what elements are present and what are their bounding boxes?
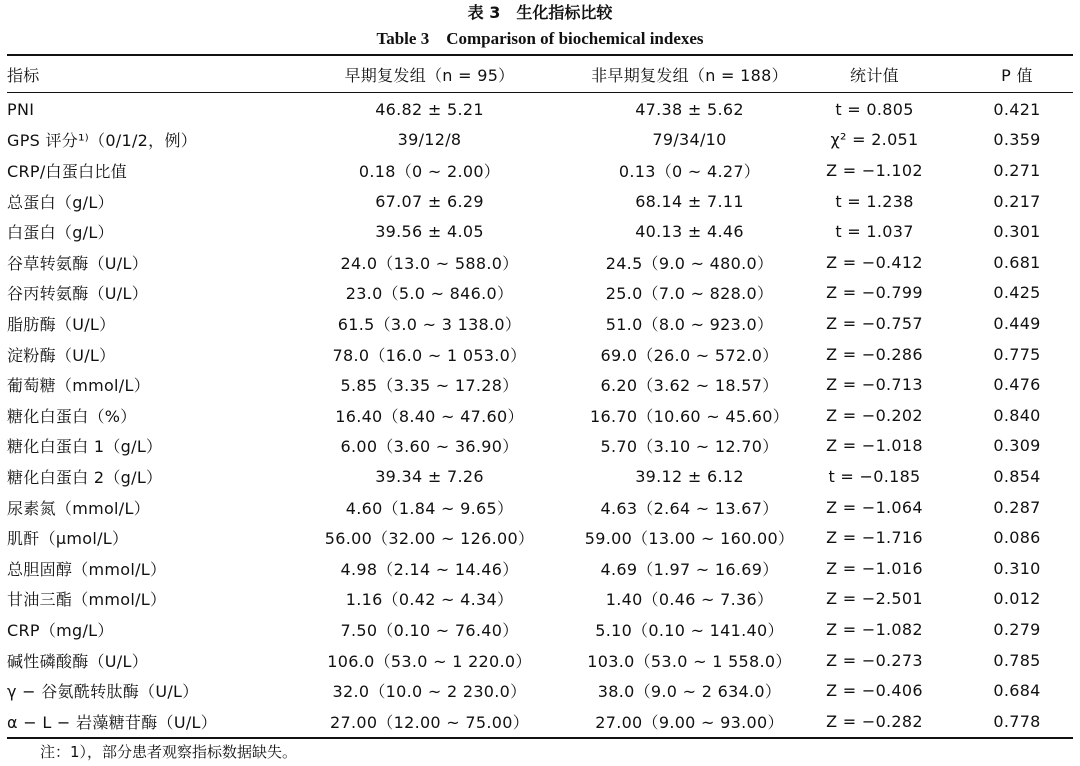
row-p-value: 0.775 (993, 344, 1041, 364)
table-title-cn: 表 3 生化指标比较 (467, 3, 613, 22)
row-early-value: 4.60（1.84 ~ 9.65） (345, 498, 514, 518)
table-row (7, 339, 1073, 370)
row-indicator: 糖化白蛋白（%） (7, 406, 137, 426)
row-statistic: Z = −0.406 (826, 681, 923, 701)
row-p-value: 0.359 (993, 130, 1041, 150)
row-statistic: Z = −0.412 (826, 252, 923, 272)
table-row (7, 369, 1073, 400)
row-indicator: CRP/白蛋白比值 (7, 161, 128, 181)
table-footnote: 注：1），部分患者观察指标数据缺失。 (40, 743, 298, 761)
row-statistic: Z = −0.273 (826, 650, 923, 670)
table-row (7, 94, 1073, 125)
row-statistic: Z = −1.082 (826, 619, 923, 639)
row-non-early-value: 4.69（1.97 ~ 16.69） (600, 559, 779, 579)
row-statistic: Z = −0.799 (826, 283, 923, 303)
row-early-value: 24.0（13.0 ~ 588.0） (340, 253, 519, 273)
row-p-value: 0.854 (993, 466, 1041, 486)
table-row (7, 522, 1073, 553)
row-non-early-value: 38.0（9.0 ~ 2 634.0） (597, 682, 782, 702)
row-statistic: Z = −1.064 (826, 497, 923, 517)
row-early-value: 7.50（0.10 ~ 76.40） (340, 620, 519, 640)
table-row (7, 216, 1073, 247)
row-non-early-value: 1.40（0.46 ~ 7.36） (605, 590, 774, 610)
table-row (7, 308, 1073, 339)
row-p-value: 0.785 (993, 650, 1041, 670)
table-row (7, 614, 1073, 645)
row-early-value: 4.98（2.14 ~ 14.46） (340, 559, 519, 579)
row-indicator: 谷草转氨酶（U/L） (7, 253, 149, 273)
row-indicator: 脂肪酶（U/L） (7, 314, 116, 334)
row-p-value: 0.287 (993, 497, 1041, 517)
row-non-early-value: 79/34/10 (652, 130, 727, 150)
row-statistic: t = −0.185 (828, 466, 921, 486)
row-early-value: 1.16（0.42 ~ 4.34） (345, 590, 514, 610)
row-p-value: 0.840 (993, 405, 1041, 425)
row-early-value: 0.18（0 ~ 2.00） (358, 161, 501, 181)
row-early-value: 39.56 ± 4.05 (375, 222, 484, 242)
row-statistic: Z = −0.286 (826, 344, 923, 364)
table-row (7, 675, 1073, 706)
table-row (7, 553, 1073, 584)
row-early-value: 5.85（3.35 ~ 17.28） (340, 376, 519, 396)
row-non-early-value: 16.70（10.60 ~ 45.60） (590, 406, 789, 426)
row-indicator: GPS 评分¹⁾（0/1/2，例） (7, 131, 198, 151)
row-p-value: 0.271 (993, 160, 1041, 180)
row-early-value: 16.40（8.40 ~ 47.60） (335, 406, 524, 426)
row-indicator: 甘油三酯（mmol/L） (7, 590, 167, 610)
row-indicator: 淀粉酶（U/L） (7, 345, 116, 365)
row-indicator: 糖化白蛋白 1（g/L） (7, 437, 163, 457)
row-non-early-value: 6.20（3.62 ~ 18.57） (600, 376, 779, 396)
row-non-early-value: 39.12 ± 6.12 (635, 466, 744, 486)
row-statistic: Z = −2.501 (826, 589, 923, 609)
row-non-early-value: 69.0（26.0 ~ 572.0） (600, 345, 779, 365)
row-p-value: 0.476 (993, 375, 1041, 395)
table-title-en: Table 3 Comparison of biochemical indexes (376, 29, 704, 48)
row-early-value: 6.00（3.60 ~ 36.90） (340, 437, 519, 457)
table-row (7, 461, 1073, 492)
table-row (7, 645, 1073, 676)
row-non-early-value: 24.5（9.0 ~ 480.0） (605, 253, 774, 273)
row-non-early-value: 51.0（8.0 ~ 923.0） (605, 314, 774, 334)
row-statistic: Z = −1.102 (826, 160, 923, 180)
bottom-rule (7, 737, 1073, 739)
row-indicator: 谷丙转氨酶（U/L） (7, 284, 149, 304)
row-p-value: 0.778 (993, 711, 1041, 731)
row-p-value: 0.449 (993, 313, 1041, 333)
row-indicator: α − L − 岩藻糖苷酶（U/L） (7, 712, 218, 732)
header-non-early-group: 非早期复发组（n = 188） (591, 65, 788, 85)
top-rule (7, 54, 1073, 56)
table-header-row (7, 58, 1073, 90)
row-early-value: 56.00（32.00 ~ 126.00） (324, 529, 535, 549)
table-row (7, 186, 1073, 217)
row-non-early-value: 27.00（9.00 ~ 93.00） (595, 712, 784, 732)
row-p-value: 0.279 (993, 619, 1041, 639)
row-indicator: 白蛋白（g/L） (7, 223, 114, 243)
table-row (7, 278, 1073, 309)
row-statistic: Z = −0.202 (826, 405, 923, 425)
table-row (7, 492, 1073, 523)
row-non-early-value: 40.13 ± 4.46 (635, 222, 744, 242)
row-non-early-value: 0.13（0 ~ 4.27） (618, 161, 761, 181)
header-statistic: 统计值 (850, 65, 899, 85)
row-early-value: 106.0（53.0 ~ 1 220.0） (327, 651, 532, 671)
row-indicator: 肌酐（μmol/L） (7, 529, 129, 549)
row-non-early-value: 68.14 ± 7.11 (635, 191, 744, 211)
row-indicator: CRP（mg/L） (7, 620, 114, 640)
row-p-value: 0.217 (993, 191, 1041, 211)
row-non-early-value: 59.00（13.00 ~ 160.00） (584, 529, 795, 549)
row-p-value: 0.421 (993, 99, 1041, 119)
row-non-early-value: 47.38 ± 5.62 (635, 99, 744, 119)
row-early-value: 61.5（3.0 ~ 3 138.0） (337, 314, 522, 334)
row-statistic: Z = −0.713 (826, 375, 923, 395)
table-row (7, 706, 1073, 737)
row-p-value: 0.086 (993, 528, 1041, 548)
row-p-value: 0.012 (993, 589, 1041, 609)
row-p-value: 0.309 (993, 436, 1041, 456)
table-row (7, 155, 1073, 186)
row-p-value: 0.681 (993, 252, 1041, 272)
row-statistic: Z = −0.282 (826, 711, 923, 731)
header-p-value: P 值 (1001, 65, 1033, 85)
row-indicator: PNI (7, 99, 35, 119)
row-early-value: 27.00（12.00 ~ 75.00） (330, 712, 529, 732)
row-non-early-value: 4.63（2.64 ~ 13.67） (600, 498, 779, 518)
row-indicator: 糖化白蛋白 2（g/L） (7, 467, 163, 487)
row-indicator: 碱性磷酸酶（U/L） (7, 651, 149, 671)
row-statistic: Z = −1.016 (826, 558, 923, 578)
header-indicator: 指标 (7, 65, 40, 85)
row-indicator: 总胆固醇（mmol/L） (7, 559, 167, 579)
row-indicator: 尿素氮（mmol/L） (7, 498, 151, 518)
row-early-value: 67.07 ± 6.29 (375, 191, 484, 211)
row-early-value: 39/12/8 (397, 130, 462, 150)
row-early-value: 46.82 ± 5.21 (375, 99, 484, 119)
row-indicator: γ − 谷氨酰转肽酶（U/L） (7, 682, 199, 702)
row-statistic: Z = −1.018 (826, 436, 923, 456)
table-row (7, 431, 1073, 462)
row-early-value: 78.0（16.0 ~ 1 053.0） (332, 345, 527, 365)
header-rule (7, 92, 1073, 93)
row-p-value: 0.310 (993, 558, 1041, 578)
header-early-group: 早期复发组（n = 95） (344, 65, 515, 85)
table-row (7, 584, 1073, 615)
row-early-value: 39.34 ± 7.26 (375, 466, 484, 486)
row-non-early-value: 5.10（0.10 ~ 141.40） (595, 620, 784, 640)
row-non-early-value: 103.0（53.0 ~ 1 558.0） (587, 651, 792, 671)
table-row (7, 125, 1073, 156)
row-indicator: 葡萄糖（mmol/L） (7, 376, 151, 396)
row-non-early-value: 25.0（7.0 ~ 828.0） (605, 284, 774, 304)
row-statistic: Z = −0.757 (826, 313, 923, 333)
row-statistic: t = 0.805 (835, 99, 914, 119)
row-non-early-value: 5.70（3.10 ~ 12.70） (600, 437, 779, 457)
row-indicator: 总蛋白（g/L） (7, 192, 114, 212)
row-early-value: 32.0（10.0 ~ 2 230.0） (332, 682, 527, 702)
row-early-value: 23.0（5.0 ~ 846.0） (345, 284, 514, 304)
table-row (7, 247, 1073, 278)
row-statistic: t = 1.238 (835, 191, 914, 211)
row-statistic: t = 1.037 (835, 222, 914, 242)
row-statistic: Z = −1.716 (826, 528, 923, 548)
table-row (7, 400, 1073, 431)
row-p-value: 0.425 (993, 283, 1041, 303)
row-p-value: 0.301 (993, 222, 1041, 242)
row-statistic: χ² = 2.051 (830, 130, 919, 150)
row-p-value: 0.684 (993, 681, 1041, 701)
